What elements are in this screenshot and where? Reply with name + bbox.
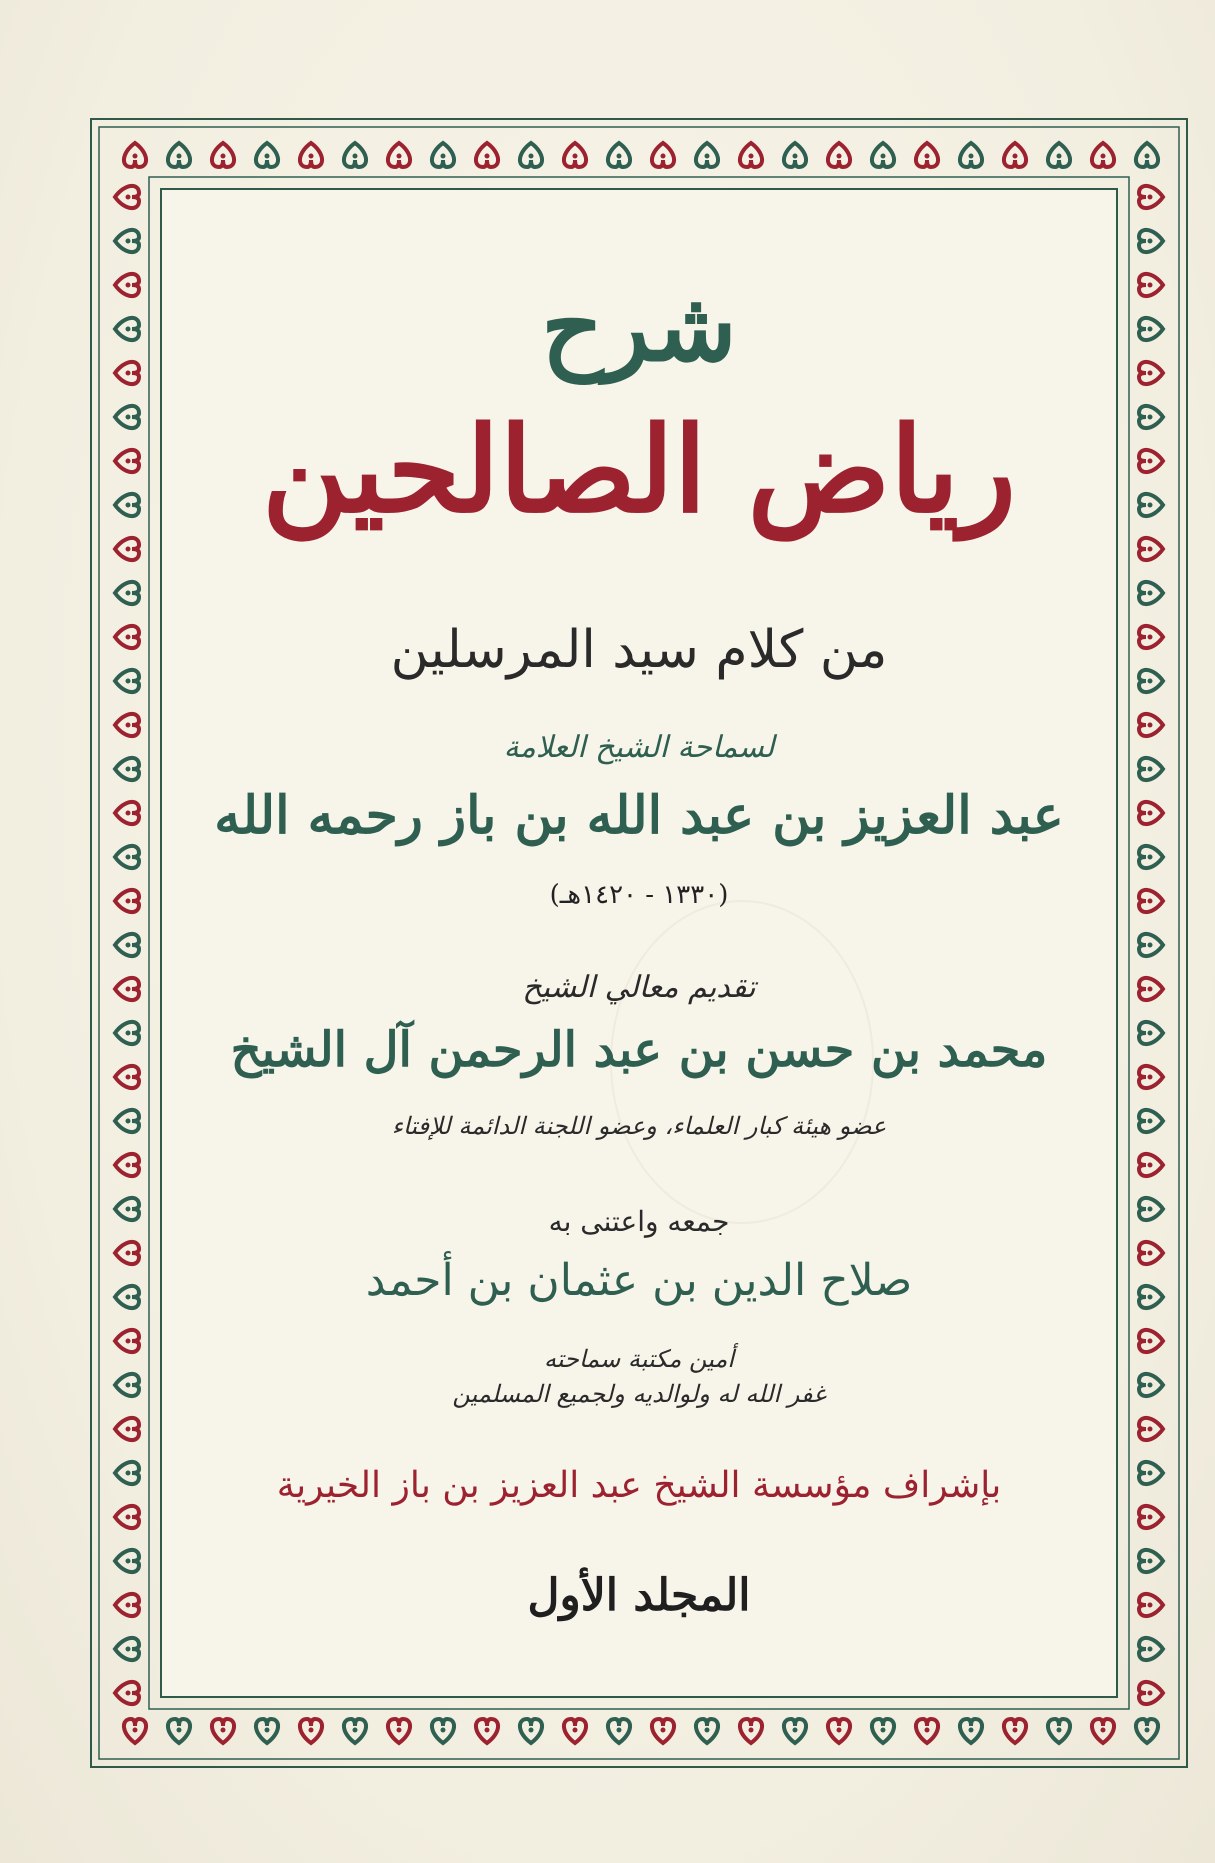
ornament-heart <box>1139 274 1163 296</box>
ornament-heart <box>115 1330 139 1352</box>
ornament-heart <box>432 143 454 167</box>
ornament-heart <box>1139 582 1163 604</box>
ornament-heart <box>1139 494 1163 516</box>
ornament-heart <box>652 1719 674 1743</box>
ornament-heart <box>1139 1154 1163 1176</box>
ornament-heart <box>740 143 762 167</box>
compiler-title: أمين مكتبة سماحته <box>544 1345 734 1373</box>
ornament-heart <box>115 1242 139 1264</box>
ornament-heart <box>115 1550 139 1572</box>
ornament-heart <box>1139 1682 1163 1704</box>
ornament-heart <box>115 1022 139 1044</box>
ornament-heart <box>115 1374 139 1396</box>
ornament-heart <box>115 1154 139 1176</box>
ornament-heart <box>520 143 542 167</box>
ornament-heart <box>1139 538 1163 560</box>
ornament-heart <box>960 143 982 167</box>
ornament-heart <box>1139 802 1163 824</box>
ornament-heart <box>115 890 139 912</box>
ornament-heart <box>1048 143 1070 167</box>
ornament-heart <box>916 1719 938 1743</box>
compiler-name: صلاح الدين بن عثمان بن أحمد <box>365 1255 913 1306</box>
ornament-heart <box>212 143 234 167</box>
ornament-heart <box>1139 978 1163 1000</box>
ornament-heart <box>115 934 139 956</box>
ornament-heart <box>784 143 806 167</box>
ornament-heart <box>1004 1719 1026 1743</box>
ornament-heart <box>115 450 139 472</box>
ornament-heart <box>115 1066 139 1088</box>
ornament-heart <box>1139 1374 1163 1396</box>
ornament-heart <box>344 1719 366 1743</box>
ornament-heart <box>1139 1286 1163 1308</box>
title-sharh: شرح <box>541 270 737 383</box>
author-prefix: لسماحة الشيخ العلامة <box>503 730 775 765</box>
ornament-heart <box>115 758 139 780</box>
ornament-heart <box>1139 1242 1163 1264</box>
ornament-heart <box>1139 1462 1163 1484</box>
ornament-heart <box>1139 758 1163 780</box>
ornament-heart <box>1139 362 1163 384</box>
compiler-prefix: جمعه واعتنى به <box>548 1205 730 1238</box>
ornament-heart <box>1139 1506 1163 1528</box>
cover-content <box>170 200 1108 1690</box>
ornament-heart <box>300 143 322 167</box>
ornament-heart <box>115 1506 139 1528</box>
ornament-heart <box>115 802 139 824</box>
ornament-heart <box>1139 318 1163 340</box>
ornament-heart <box>115 1594 139 1616</box>
ornament-heart <box>115 274 139 296</box>
ornament-heart <box>388 1719 410 1743</box>
ornament-heart <box>1139 626 1163 648</box>
ornament-heart <box>652 143 674 167</box>
ornament-heart <box>115 318 139 340</box>
author-dates: (١٣٣٠ - ١٤٢٠هـ) <box>549 880 729 910</box>
ornament-heart <box>828 143 850 167</box>
ornament-heart <box>1139 406 1163 428</box>
ornament-heart <box>115 582 139 604</box>
ornament-heart <box>1139 1022 1163 1044</box>
ornament-heart <box>1139 1638 1163 1660</box>
ornament-heart <box>1092 143 1114 167</box>
compiler-dua: غفر الله له ولوالديه ولجميع المسلمين <box>452 1380 826 1408</box>
ornament-heart <box>115 846 139 868</box>
ornament-heart <box>1139 890 1163 912</box>
ornament-heart <box>740 1719 762 1743</box>
ornament-heart <box>1048 1719 1070 1743</box>
ornament-heart <box>115 1638 139 1660</box>
introduction-prefix: تقديم معالي الشيخ <box>522 970 756 1005</box>
title-riyad-assalihin: رياض الصالحين <box>261 400 1017 539</box>
introducer-name: محمد بن حسن بن عبد الرحمن آل الشيخ <box>230 1022 1048 1078</box>
ornament-heart <box>564 1719 586 1743</box>
ornament-heart <box>115 714 139 736</box>
ornament-heart <box>168 143 190 167</box>
ornament-heart <box>432 1719 454 1743</box>
author-name: عبد العزيز بن عبد الله بن باز رحمه الله <box>214 785 1064 846</box>
ornament-heart <box>1139 670 1163 692</box>
ornament-heart <box>115 978 139 1000</box>
ornament-heart <box>124 1719 146 1743</box>
ornament-heart <box>1139 714 1163 736</box>
ornament-heart <box>696 143 718 167</box>
ornament-heart <box>476 1719 498 1743</box>
ornament-heart <box>115 406 139 428</box>
ornament-heart <box>1139 230 1163 252</box>
ornament-heart <box>784 1719 806 1743</box>
ornament-heart <box>916 143 938 167</box>
ornament-heart <box>168 1719 190 1743</box>
ornament-heart <box>124 143 146 167</box>
ornament-heart <box>115 1462 139 1484</box>
ornament-heart <box>1004 143 1026 167</box>
introducer-title: عضو هيئة كبار العلماء، وعضو اللجنة الدائمة للإفتاء <box>391 1112 887 1140</box>
ornament-heart <box>388 143 410 167</box>
ornament-heart <box>1139 1550 1163 1572</box>
ornament-heart <box>476 143 498 167</box>
ornament-heart <box>300 1719 322 1743</box>
ornament-heart <box>344 143 366 167</box>
ornament-heart <box>1139 1066 1163 1088</box>
ornament-heart <box>212 1719 234 1743</box>
ornament-heart <box>872 143 894 167</box>
ornament-heart <box>115 1418 139 1440</box>
ornament-heart <box>1139 450 1163 472</box>
ornament-heart <box>1139 1330 1163 1352</box>
volume-label: المجلد الأول <box>527 1570 751 1621</box>
ornament-heart <box>115 538 139 560</box>
ornament-heart <box>115 626 139 648</box>
ornament-heart <box>115 494 139 516</box>
ornament-heart <box>1139 1110 1163 1132</box>
ornament-heart <box>520 1719 542 1743</box>
ornament-heart <box>256 1719 278 1743</box>
ornament-heart <box>1139 186 1163 208</box>
ornament-heart <box>1139 934 1163 956</box>
ornament-heart <box>115 670 139 692</box>
ornament-heart <box>960 1719 982 1743</box>
ornament-heart <box>115 1198 139 1220</box>
ornament-heart <box>115 1286 139 1308</box>
ornament-heart <box>1139 1198 1163 1220</box>
ornament-heart <box>1139 1594 1163 1616</box>
ornament-heart <box>1136 143 1158 167</box>
ornament-heart <box>115 186 139 208</box>
ornament-heart <box>608 1719 630 1743</box>
ornament-heart <box>608 143 630 167</box>
ornament-heart <box>115 1110 139 1132</box>
subtitle: من كلام سيد المرسلين <box>390 620 888 680</box>
ornament-heart <box>1136 1719 1158 1743</box>
ornament-heart <box>256 143 278 167</box>
ornament-heart <box>1139 846 1163 868</box>
ornament-heart <box>1092 1719 1114 1743</box>
ornament-heart <box>115 362 139 384</box>
ornament-heart <box>872 1719 894 1743</box>
ornament-heart <box>696 1719 718 1743</box>
ornament-heart <box>564 143 586 167</box>
ornament-heart <box>1139 1418 1163 1440</box>
ornament-heart <box>115 1682 139 1704</box>
ornament-heart <box>828 1719 850 1743</box>
supervision-line: بإشراف مؤسسة الشيخ عبد العزيز بن باز الخيرية <box>276 1465 1002 1506</box>
ornament-heart <box>115 230 139 252</box>
